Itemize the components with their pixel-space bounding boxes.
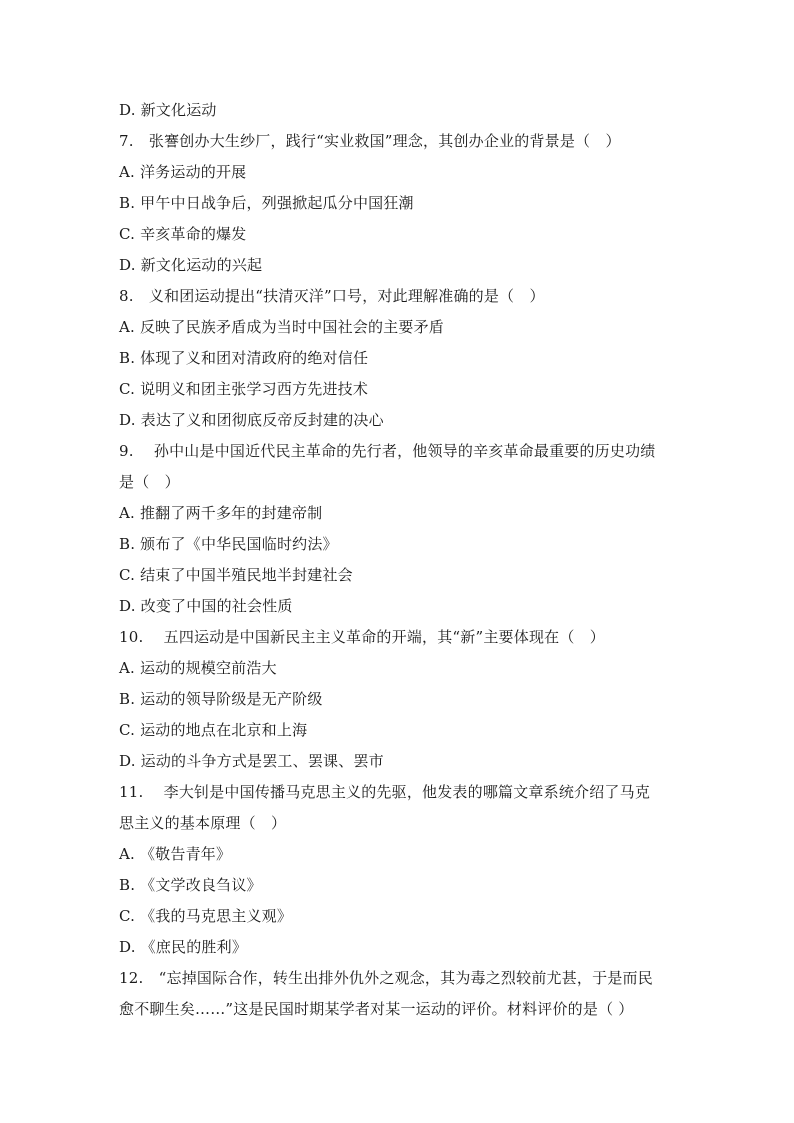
q10-option-c: C. 运动的地点在北京和上海 [119,721,308,739]
q12-stem-line1: 12. “忘掉国际合作，转生出排外仇外之观念，其为毒之烈较前尤甚，于是而民 [119,969,653,987]
q11-stem-line1: 11. 李大钊是中国传播马克思主义的先驱，他发表的哪篇文章系统介绍了马克 [119,783,651,801]
q7-option-c: C. 辛亥革命的爆发 [119,225,247,243]
q9-option-c: C. 结束了中国半殖民地半封建社会 [119,566,353,584]
q8-option-d: D. 表达了义和团彻底反帝反封建的决心 [119,411,384,429]
q7-option-d: D. 新文化运动的兴起 [119,256,263,274]
q10-stem: 10. 五四运动是中国新民主主义革命的开端，其“新”主要体现在（ ） [119,628,605,646]
q11-option-a: A. 《敬告青年》 [119,845,232,863]
q11-option-c: C. 《我的马克思主义观》 [119,907,293,925]
q8-option-b: B. 体现了义和团对清政府的绝对信任 [119,349,369,367]
question-list [119,95,679,1025]
q7-stem: 7. 张謇创办大生纱厂，践行“实业救国”理念，其创办企业的背景是（ ） [119,132,621,150]
q9-option-b: B. 颁布了《中华民国临时约法》 [119,535,338,553]
q10-option-a: A. 运动的规模空前浩大 [119,659,277,677]
q9-stem-line2: 是（ ） [119,473,180,491]
q9-option-a: A. 推翻了两千多年的封建帝制 [119,504,323,522]
q6-option-d: D. 新文化运动 [119,101,217,119]
q9-option-d: D. 改变了中国的社会性质 [119,597,293,615]
q11-stem-line2: 思主义的基本原理（ ） [119,814,287,832]
q10-option-d: D. 运动的斗争方式是罢工、罢课、罢市 [119,752,384,770]
q8-option-c: C. 说明义和团主张学习西方先进技术 [119,380,369,398]
q8-option-a: A. 反映了民族矛盾成为当时中国社会的主要矛盾 [119,318,444,336]
q9-stem-line1: 9. 孙中山是中国近代民主革命的先行者，他领导的辛亥革命最重要的历史功绩 [119,442,656,460]
q8-stem: 8. 义和团运动提出“扶清灭洋”口号，对此理解准确的是（ ） [119,287,545,305]
q11-option-d: D. 《庶民的胜利》 [119,938,248,956]
q10-option-b: B. 运动的领导阶级是无产阶级 [119,690,323,708]
q11-option-b: B. 《文学改良刍议》 [119,876,262,894]
q7-option-a: A. 洋务运动的开展 [119,163,247,181]
q12-stem-line2: 愈不聊生矣……”这是民国时期某学者对某一运动的评价。材料评价的是（ ） [119,1000,634,1018]
q7-option-b: B. 甲午中日战争后，列强掀起瓜分中国狂潮 [119,194,414,212]
